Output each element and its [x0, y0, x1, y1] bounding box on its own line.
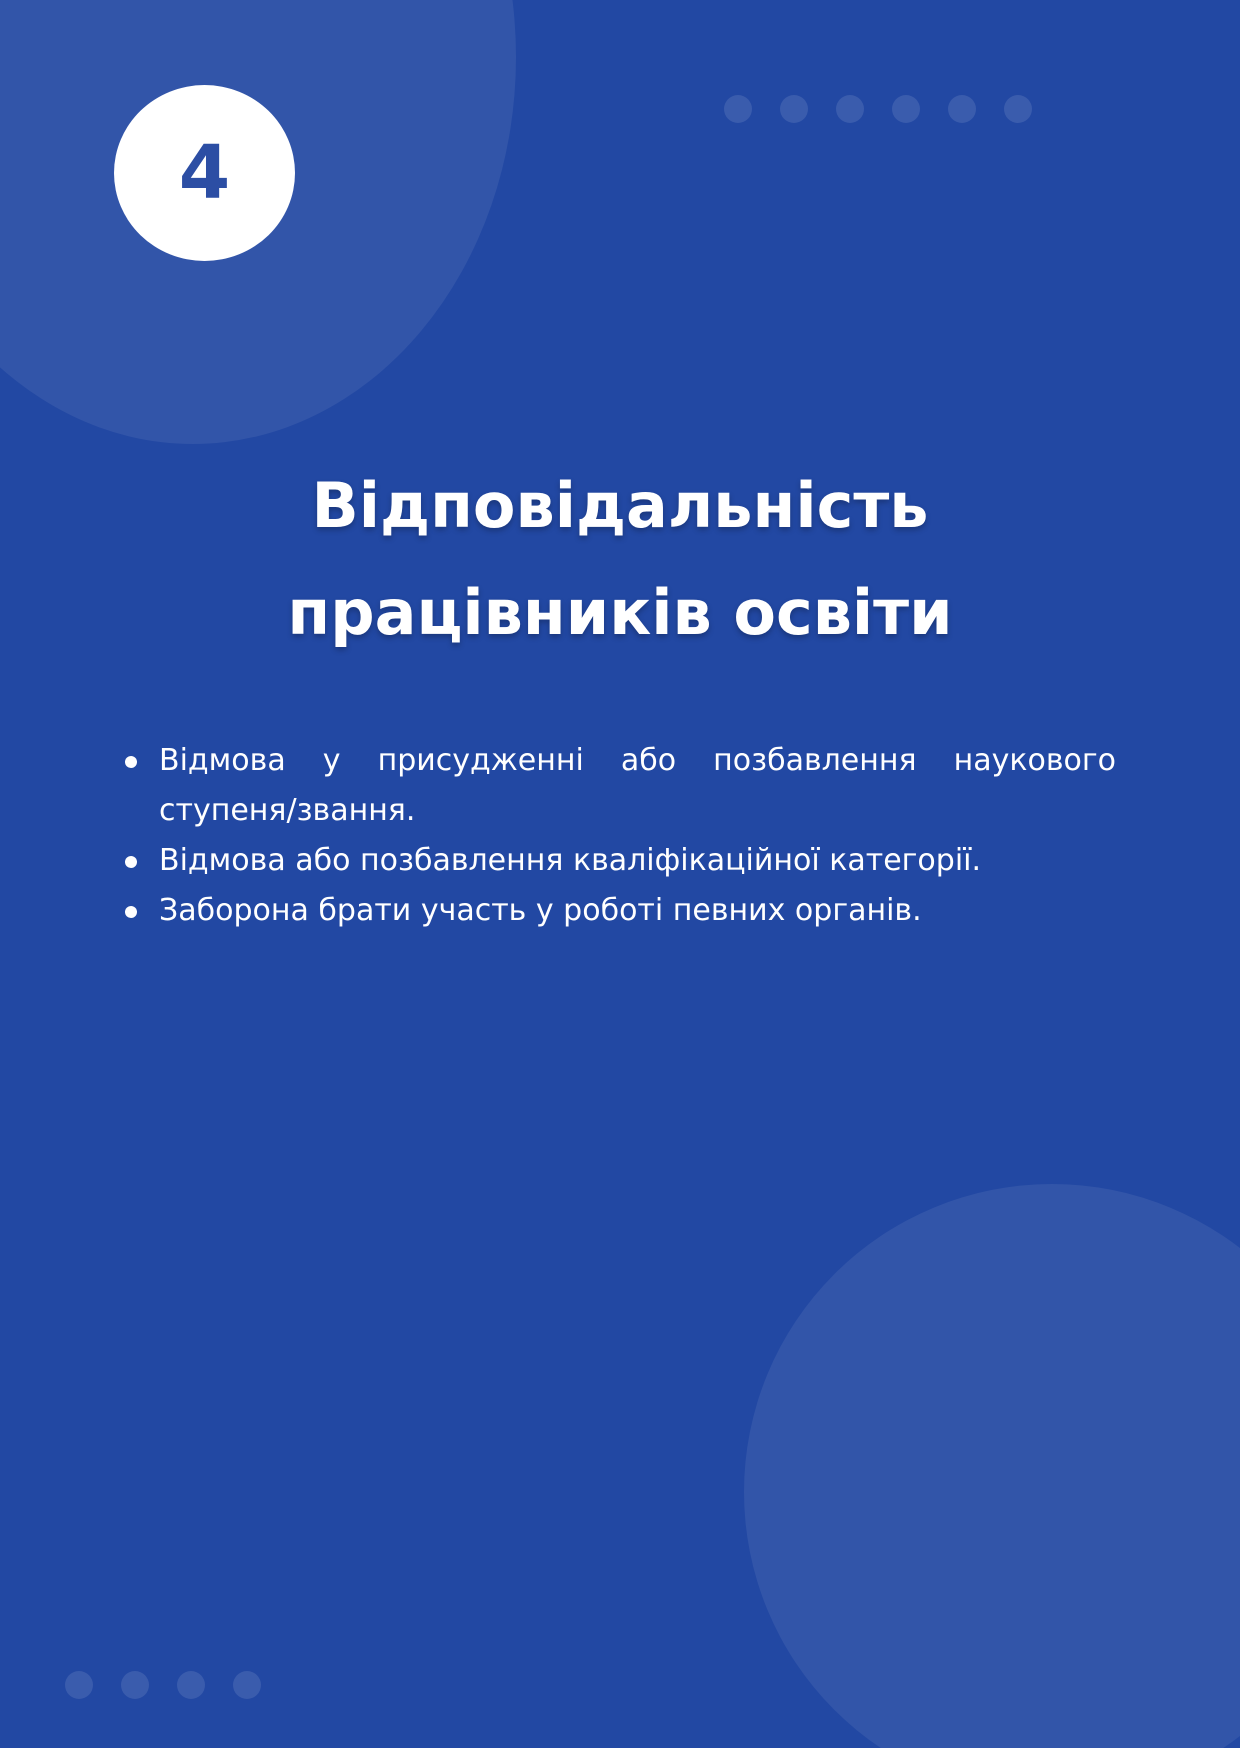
decorative-dot [780, 95, 808, 123]
decorative-dots-top-right [724, 95, 1032, 123]
decorative-dot [121, 1671, 149, 1699]
decorative-circle-bottom-right [744, 1184, 1240, 1748]
page-title-line-1: Відповідальність [311, 469, 929, 542]
page-title [0, 452, 1240, 666]
decorative-dot [1004, 95, 1032, 123]
section-number: 4 [178, 130, 231, 216]
bullet-list [122, 736, 1116, 936]
decorative-dots-bottom-left [65, 1671, 261, 1699]
bullet-item: Відмова у присудженні або позбавлення наукового ступеня/звання. [122, 736, 1116, 836]
decorative-dot [948, 95, 976, 123]
page-title-line-2: працівників освіти [287, 576, 953, 649]
decorative-dot [65, 1671, 93, 1699]
bullet-item: Відмова або позбавлення кваліфікаційної категорії. [122, 836, 1116, 886]
decorative-dot [724, 95, 752, 123]
decorative-dot [177, 1671, 205, 1699]
section-number-badge [114, 85, 295, 261]
decorative-dot [233, 1671, 261, 1699]
decorative-dot [836, 95, 864, 123]
decorative-dot [892, 95, 920, 123]
bullet-item: Заборона брати участь у роботі певних органів. [122, 886, 1116, 936]
